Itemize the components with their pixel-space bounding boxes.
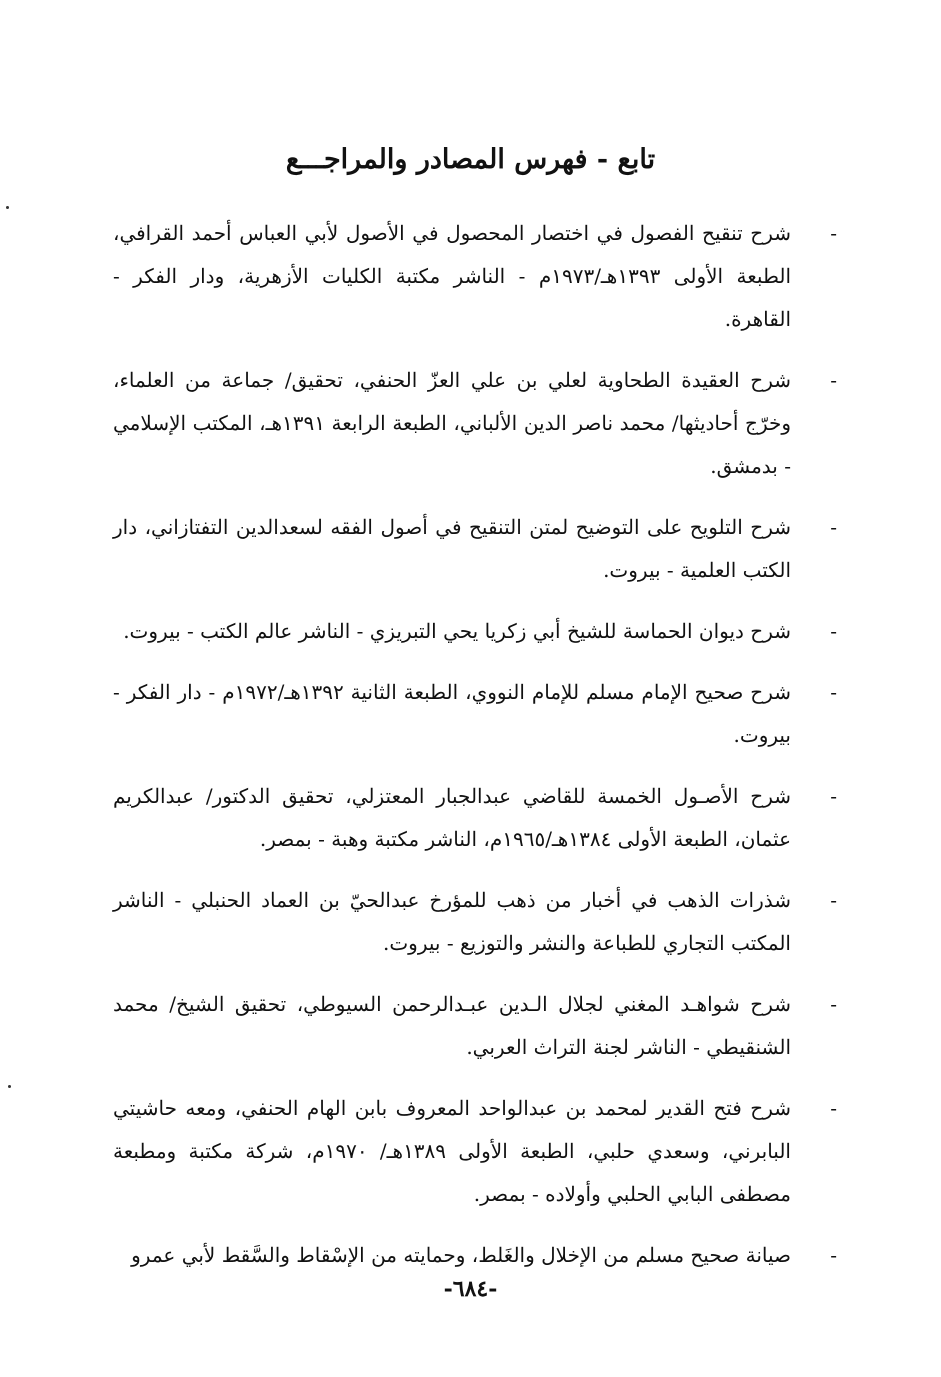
reference-entry: [113, 610, 837, 653]
entry-dash: -: [830, 992, 837, 1016]
entry-dash: -: [830, 888, 837, 912]
entry-text: صيانة صحيح مسلم من الإخلال والغَلط، وحمايته من الإسْقاط والسَّقط لأبي عمرو: [131, 1243, 791, 1267]
entry-text: شرح تنقيح الفصول في اختصار المحصول في الأصول لأبي العباس أحمد القرافي، الطبعة الأولى ١٣٩٣هـ/١٩٧٣م - الناشر مكتبة الكليات الأزهرية، ودار الفكر - القاهرة.: [113, 221, 791, 331]
entry-text: شرح شواهـد المغني لجلال الـدين عبـدالرحمن السيوطي، تحقيق الشيخ/ محمد الشنقيطي - الناشر لجنة التراث العربي.: [113, 992, 791, 1059]
entry-dash: -: [830, 1096, 837, 1120]
scan-speck: [8, 1085, 11, 1088]
entry-dash: -: [830, 515, 837, 539]
reference-entry: [113, 775, 837, 861]
reference-entry: [113, 506, 837, 592]
entry-dash: -: [830, 221, 837, 245]
reference-entry: [113, 212, 837, 341]
page-number: -٦٨٤-: [443, 1276, 498, 1302]
entry-text: شذرات الذهب في أخبار من ذهب للمؤرخ عبدالحيّ بن العماد الحنبلي - الناشر المكتب التجاري للطباعة والنشر والتوزيع - بيروت.: [113, 888, 791, 955]
page-title: تابع - فهرس المصادر والمراجـــع: [285, 144, 656, 175]
entry-dash: -: [830, 1243, 837, 1267]
entry-text: شرح فتح القدير لمحمد بن عبدالواحد المعروف بابن الهام الحنفي، ومعه حاشيتي البابرني، وسعدي حلبي، الطبعة الأولى ١٣٨٩هـ/ ١٩٧٠م، شركة مكتبة ومطبعة مصطفى البابي الحلبي وأولاده - بمصر.: [113, 1096, 791, 1206]
reference-entry: [113, 1234, 837, 1277]
entry-dash: -: [830, 368, 837, 392]
entry-text: شرح الأصـول الخمسة للقاضي عبدالجبار المعتزلي، تحقيق الدكتور/ عبدالكريم عثمان، الطبعة الأولى ١٣٨٤هـ/١٩٦٥م، الناشر مكتبة وهبة - بمصر.: [113, 784, 791, 851]
entry-dash: -: [830, 784, 837, 808]
reference-entry: [113, 359, 837, 488]
reference-entry: [113, 983, 837, 1069]
reference-entry: [113, 1087, 837, 1216]
entry-text: شرح صحيح الإمام مسلم للإمام النووي، الطبعة الثانية ١٣٩٢هـ/١٩٧٢م - دار الفكر - بيروت.: [113, 680, 792, 747]
reference-entry: [113, 879, 837, 965]
scan-speck: [6, 206, 9, 209]
entry-text: شرح التلويح على التوضيح لمتن التنقيح في أصول الفقه لسعدالدين التفتازاني، دار الكتب العلمية - بيروت.: [113, 515, 791, 582]
entry-text: شرح ديوان الحماسة للشيخ أبي زكريا يحي التبريزي - الناشر عالم الكتب - بيروت.: [123, 619, 791, 643]
entry-text: شرح العقيدة الطحاوية لعلي بن علي العزّ الحنفي، تحقيق/ جماعة من العلماء، وخرّج أحاديثها/ محمد ناصر الدين الألباني، الطبعة الرابعة ١٣٩١هـ، المكتب الإسلامي - بدمشق.: [113, 368, 791, 478]
reference-entry: [113, 671, 837, 757]
reference-list: [113, 212, 837, 1295]
entry-dash: -: [830, 680, 837, 704]
entry-dash: -: [830, 619, 837, 643]
